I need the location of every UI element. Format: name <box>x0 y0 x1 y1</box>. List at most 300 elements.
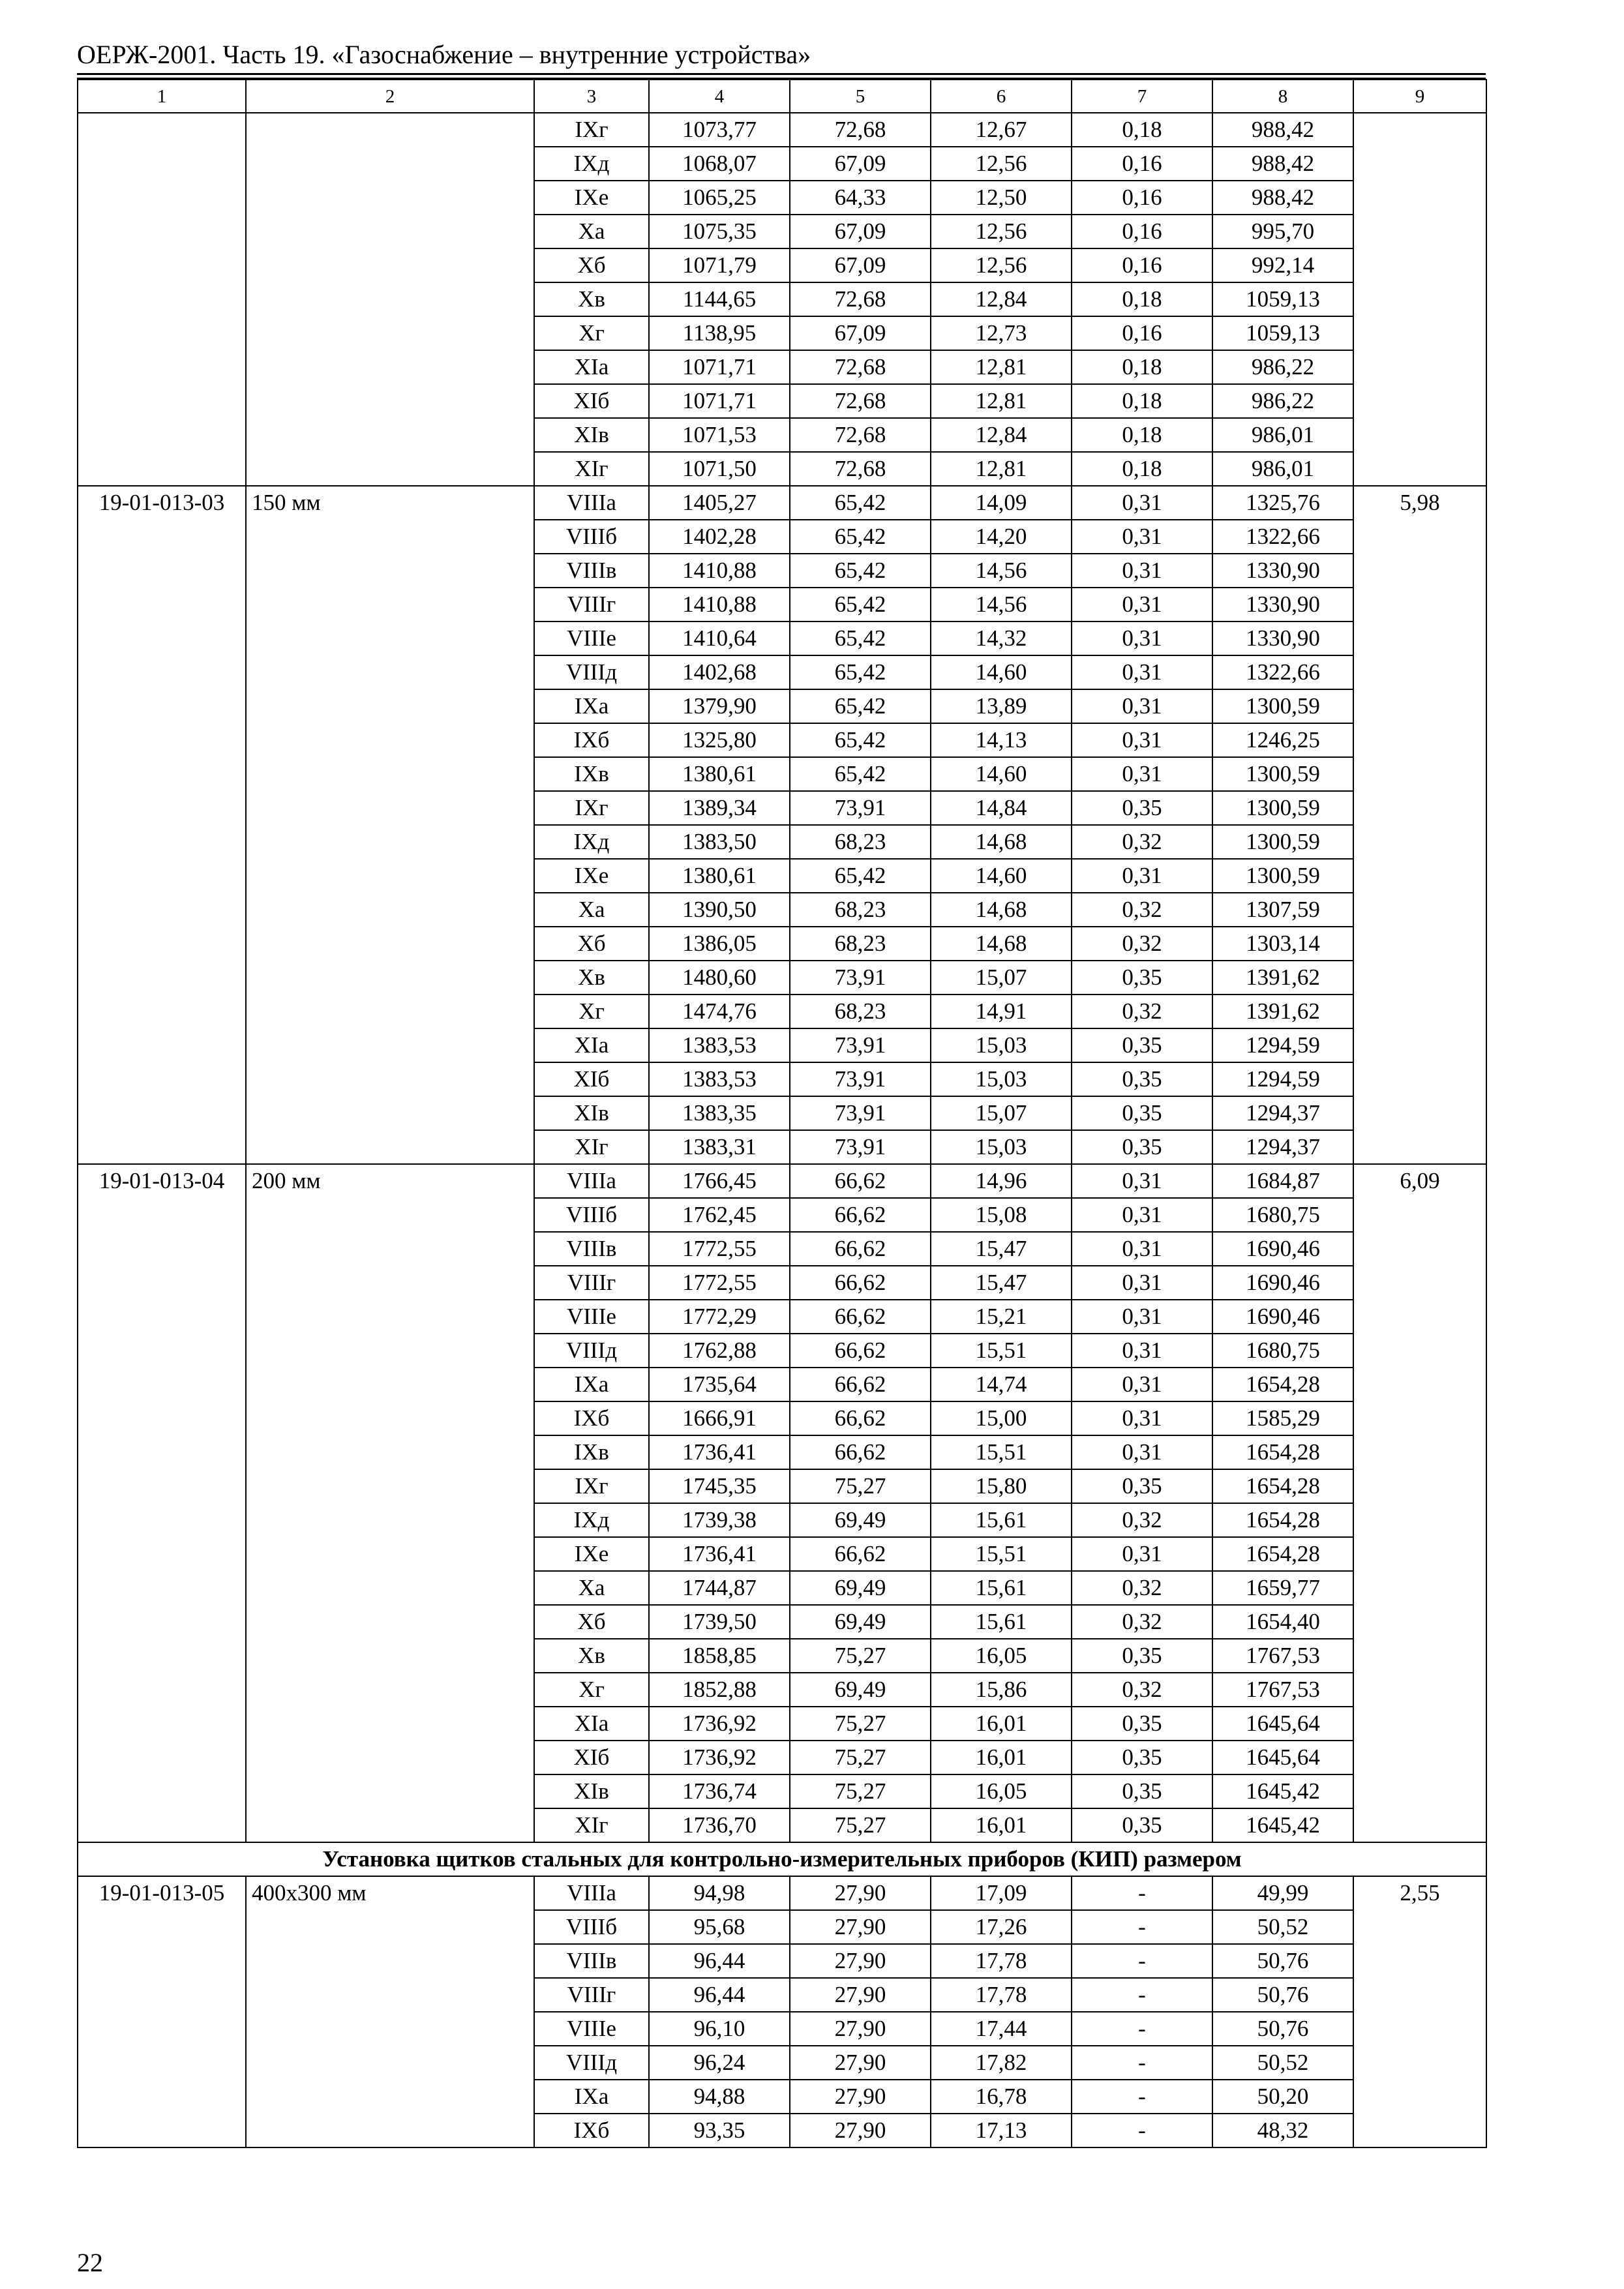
data-cell: 14,68 <box>931 893 1072 927</box>
data-cell: IXг <box>534 113 649 147</box>
data-cell: 65,42 <box>790 757 931 791</box>
data-cell: - <box>1072 2012 1212 2046</box>
data-cell: 65,42 <box>790 588 931 621</box>
data-cell: XIа <box>534 1028 649 1062</box>
data-cell: 73,91 <box>790 1096 931 1130</box>
data-cell: 1071,50 <box>649 452 790 486</box>
data-cell: 94,88 <box>649 2080 790 2114</box>
data-cell: 16,05 <box>931 1774 1072 1808</box>
data-cell: 1073,77 <box>649 113 790 147</box>
data-cell: XIа <box>534 1707 649 1741</box>
size-cell <box>246 113 534 486</box>
data-cell: IXа <box>534 2080 649 2114</box>
data-cell: 1322,66 <box>1212 520 1353 554</box>
data-cell: 1772,55 <box>649 1266 790 1300</box>
data-cell: 1246,25 <box>1212 723 1353 757</box>
data-cell: VIIIв <box>534 554 649 588</box>
data-cell: 67,09 <box>790 248 931 282</box>
table-row <box>78 486 1486 520</box>
data-cell: 14,60 <box>931 859 1072 893</box>
data-cell: - <box>1072 1944 1212 1978</box>
data-cell: 0,35 <box>1072 1707 1212 1741</box>
data-cell: 0,35 <box>1072 1130 1212 1164</box>
data-cell: 1300,59 <box>1212 859 1353 893</box>
data-cell: 1383,31 <box>649 1130 790 1164</box>
data-cell: 1294,37 <box>1212 1130 1353 1164</box>
column-number: 2 <box>246 80 534 113</box>
data-cell: 66,62 <box>790 1266 931 1300</box>
column-number: 4 <box>649 80 790 113</box>
data-cell: VIIIа <box>534 1164 649 1198</box>
data-cell: IXд <box>534 147 649 181</box>
data-cell: 69,49 <box>790 1503 931 1537</box>
data-cell: 1735,64 <box>649 1368 790 1401</box>
data-cell: 0,31 <box>1072 1164 1212 1198</box>
data-cell: IXг <box>534 1469 649 1503</box>
data-cell: 94,98 <box>649 1876 790 1910</box>
column-number: 7 <box>1072 80 1212 113</box>
data-cell: 12,56 <box>931 147 1072 181</box>
data-cell: IXб <box>534 1401 649 1435</box>
data-cell: 1645,64 <box>1212 1707 1353 1741</box>
data-cell: 66,62 <box>790 1334 931 1368</box>
data-cell: 0,31 <box>1072 1334 1212 1368</box>
value-cell: 2,55 <box>1353 1876 1486 2147</box>
size-cell: 400х300 мм <box>246 1876 534 2147</box>
data-cell: 66,62 <box>790 1164 931 1198</box>
data-cell: 93,35 <box>649 2114 790 2147</box>
data-cell: 66,62 <box>790 1435 931 1469</box>
data-cell: 17,44 <box>931 2012 1072 2046</box>
data-cell: 69,49 <box>790 1605 931 1639</box>
data-cell: 0,35 <box>1072 1639 1212 1673</box>
data-cell: 12,84 <box>931 282 1072 316</box>
data-cell: 17,26 <box>931 1910 1072 1944</box>
data-cell: 0,35 <box>1072 1469 1212 1503</box>
data-cell: 1386,05 <box>649 927 790 961</box>
data-cell: 0,32 <box>1072 1571 1212 1605</box>
data-cell: - <box>1072 1910 1212 1944</box>
data-cell: Xа <box>534 215 649 248</box>
data-cell: XIб <box>534 1062 649 1096</box>
data-cell: 15,61 <box>931 1503 1072 1537</box>
data-cell: VIIIг <box>534 588 649 621</box>
data-cell: 66,62 <box>790 1300 931 1334</box>
data-cell: 988,42 <box>1212 147 1353 181</box>
data-cell: 1585,29 <box>1212 1401 1353 1435</box>
data-cell: 988,42 <box>1212 181 1353 215</box>
data-cell: 69,49 <box>790 1673 931 1707</box>
data-cell: 0,31 <box>1072 1401 1212 1435</box>
data-cell: 1736,41 <box>649 1537 790 1571</box>
table-body <box>78 80 1486 2147</box>
data-cell: 15,21 <box>931 1300 1072 1334</box>
data-cell: 1402,28 <box>649 520 790 554</box>
data-cell: 15,47 <box>931 1232 1072 1266</box>
data-cell: 1330,90 <box>1212 588 1353 621</box>
data-cell: 75,27 <box>790 1741 931 1774</box>
data-cell: 988,42 <box>1212 113 1353 147</box>
data-cell: IXа <box>534 689 649 723</box>
size-cell: 200 мм <box>246 1164 534 1842</box>
data-cell: Xв <box>534 1639 649 1673</box>
data-cell: 67,09 <box>790 316 931 350</box>
data-cell: 65,42 <box>790 621 931 655</box>
data-cell: 1383,53 <box>649 1062 790 1096</box>
data-cell: 0,31 <box>1072 859 1212 893</box>
data-cell: VIIIе <box>534 621 649 655</box>
data-cell: 0,31 <box>1072 1300 1212 1334</box>
data-cell: 1654,28 <box>1212 1469 1353 1503</box>
data-cell: 65,42 <box>790 689 931 723</box>
data-cell: 1736,92 <box>649 1741 790 1774</box>
data-cell: 27,90 <box>790 2114 931 2147</box>
data-cell: 1654,28 <box>1212 1537 1353 1571</box>
data-cell: 50,76 <box>1212 1978 1353 2012</box>
data-cell: 50,76 <box>1212 1944 1353 1978</box>
code-cell <box>78 113 246 486</box>
data-cell: 14,84 <box>931 791 1072 825</box>
data-cell: VIIIв <box>534 1944 649 1978</box>
data-cell: Xа <box>534 1571 649 1605</box>
data-cell: 14,20 <box>931 520 1072 554</box>
data-cell: 72,68 <box>790 350 931 384</box>
data-cell: 1659,77 <box>1212 1571 1353 1605</box>
data-cell: 73,91 <box>790 1028 931 1062</box>
data-cell: 1739,50 <box>649 1605 790 1639</box>
data-cell: 96,44 <box>649 1944 790 1978</box>
data-cell: 1059,13 <box>1212 316 1353 350</box>
data-cell: 16,78 <box>931 2080 1072 2114</box>
data-cell: 14,68 <box>931 825 1072 859</box>
data-cell: - <box>1072 1876 1212 1910</box>
data-cell: 27,90 <box>790 2046 931 2080</box>
data-cell: 0,35 <box>1072 1096 1212 1130</box>
column-number: 3 <box>534 80 649 113</box>
data-cell: IXв <box>534 1435 649 1469</box>
data-cell: Xг <box>534 995 649 1028</box>
data-cell: 1071,53 <box>649 418 790 452</box>
data-cell: 14,74 <box>931 1368 1072 1401</box>
data-cell: VIIIа <box>534 486 649 520</box>
data-cell: 16,05 <box>931 1639 1072 1673</box>
data-cell: 1380,61 <box>649 859 790 893</box>
data-cell: VIIIе <box>534 1300 649 1334</box>
data-cell: 1745,35 <box>649 1469 790 1503</box>
data-cell: 1300,59 <box>1212 757 1353 791</box>
data-cell: 1303,14 <box>1212 927 1353 961</box>
data-cell: 0,32 <box>1072 1605 1212 1639</box>
data-cell: 17,78 <box>931 1978 1072 2012</box>
data-cell: 17,13 <box>931 2114 1072 2147</box>
data-cell: XIб <box>534 1741 649 1774</box>
data-cell: VIIIб <box>534 520 649 554</box>
code-cell: 19-01-013-05 <box>78 1876 246 2147</box>
data-cell: 12,50 <box>931 181 1072 215</box>
data-cell: 1389,34 <box>649 791 790 825</box>
data-cell: 0,31 <box>1072 655 1212 689</box>
data-cell: 1383,53 <box>649 1028 790 1062</box>
data-cell: 27,90 <box>790 2012 931 2046</box>
data-cell: 1766,45 <box>649 1164 790 1198</box>
data-cell: 68,23 <box>790 893 931 927</box>
data-cell: 0,31 <box>1072 1435 1212 1469</box>
data-cell: 73,91 <box>790 1130 931 1164</box>
data-cell: 1379,90 <box>649 689 790 723</box>
data-cell: 66,62 <box>790 1232 931 1266</box>
data-cell: 14,96 <box>931 1164 1072 1198</box>
data-cell: 1736,70 <box>649 1808 790 1842</box>
data-cell: 75,27 <box>790 1469 931 1503</box>
table-row <box>78 113 1486 147</box>
data-cell: 50,76 <box>1212 2012 1353 2046</box>
code-cell: 19-01-013-03 <box>78 486 246 1164</box>
data-cell: 0,31 <box>1072 1368 1212 1401</box>
data-cell: 1690,46 <box>1212 1232 1353 1266</box>
data-cell: 0,35 <box>1072 1028 1212 1062</box>
data-cell: 12,56 <box>931 248 1072 282</box>
data-cell: IXа <box>534 1368 649 1401</box>
data-cell: VIIIе <box>534 2012 649 2046</box>
data-cell: XIг <box>534 452 649 486</box>
data-cell: 27,90 <box>790 1910 931 1944</box>
data-cell: 0,18 <box>1072 282 1212 316</box>
data-cell: 1480,60 <box>649 961 790 995</box>
data-cell: 986,22 <box>1212 384 1353 418</box>
data-cell: 15,51 <box>931 1537 1072 1571</box>
data-cell: 1772,55 <box>649 1232 790 1266</box>
section-heading: Установка щитков стальных для контрольно-измерительных приборов (КИП) размером <box>78 1842 1486 1876</box>
data-cell: 16,01 <box>931 1707 1072 1741</box>
data-cell: 1858,85 <box>649 1639 790 1673</box>
data-cell: 0,31 <box>1072 588 1212 621</box>
data-cell: Xв <box>534 282 649 316</box>
column-number-row <box>78 80 1486 113</box>
data-cell: 0,32 <box>1072 927 1212 961</box>
data-cell: 1391,62 <box>1212 961 1353 995</box>
data-cell: 65,42 <box>790 655 931 689</box>
data-cell: 72,68 <box>790 113 931 147</box>
data-cell: 0,35 <box>1072 1741 1212 1774</box>
data-cell: 66,62 <box>790 1401 931 1435</box>
table-row <box>78 1164 1486 1198</box>
data-cell: 0,35 <box>1072 791 1212 825</box>
data-cell: XIг <box>534 1808 649 1842</box>
data-cell: 1059,13 <box>1212 282 1353 316</box>
data-cell: 1654,28 <box>1212 1368 1353 1401</box>
data-cell: 1330,90 <box>1212 554 1353 588</box>
data-cell: 1410,88 <box>649 554 790 588</box>
data-cell: 17,82 <box>931 2046 1072 2080</box>
data-cell: 1138,95 <box>649 316 790 350</box>
data-cell: 0,31 <box>1072 1266 1212 1300</box>
data-cell: 13,89 <box>931 689 1072 723</box>
data-cell: 72,68 <box>790 384 931 418</box>
data-cell: 50,20 <box>1212 2080 1353 2114</box>
data-cell: 1325,76 <box>1212 486 1353 520</box>
data-cell: IXе <box>534 1537 649 1571</box>
data-cell: 15,86 <box>931 1673 1072 1707</box>
data-cell: 0,16 <box>1072 147 1212 181</box>
data-cell: IXе <box>534 859 649 893</box>
data-cell: 73,91 <box>790 1062 931 1096</box>
data-cell: 1383,35 <box>649 1096 790 1130</box>
data-cell: 1391,62 <box>1212 995 1353 1028</box>
data-cell: IXд <box>534 825 649 859</box>
data-cell: 66,62 <box>790 1198 931 1232</box>
data-cell: Xб <box>534 927 649 961</box>
data-cell: 68,23 <box>790 825 931 859</box>
data-cell: Xб <box>534 1605 649 1639</box>
data-cell: 12,56 <box>931 215 1072 248</box>
data-cell: 0,32 <box>1072 1673 1212 1707</box>
data-cell: 17,09 <box>931 1876 1072 1910</box>
data-cell: 1684,87 <box>1212 1164 1353 1198</box>
data-cell: 14,09 <box>931 486 1072 520</box>
data-cell: 1300,59 <box>1212 791 1353 825</box>
data-cell: 0,31 <box>1072 520 1212 554</box>
data-cell: 992,14 <box>1212 248 1353 282</box>
data-cell: 15,61 <box>931 1605 1072 1639</box>
data-cell: 15,51 <box>931 1435 1072 1469</box>
data-cell: 986,01 <box>1212 452 1353 486</box>
data-cell: 49,99 <box>1212 1876 1353 1910</box>
data-cell: 1762,45 <box>649 1198 790 1232</box>
data-cell: VIIIа <box>534 1876 649 1910</box>
data-cell: 1307,59 <box>1212 893 1353 927</box>
data-cell: 1383,50 <box>649 825 790 859</box>
data-cell: 15,03 <box>931 1028 1072 1062</box>
data-cell: 0,32 <box>1072 893 1212 927</box>
data-cell: 0,31 <box>1072 1198 1212 1232</box>
data-cell: 1645,64 <box>1212 1741 1353 1774</box>
data-cell: 15,08 <box>931 1198 1072 1232</box>
data-cell: VIIIд <box>534 2046 649 2080</box>
data-cell: 15,00 <box>931 1401 1072 1435</box>
data-cell: 1322,66 <box>1212 655 1353 689</box>
data-cell: 1380,61 <box>649 757 790 791</box>
data-cell: 75,27 <box>790 1639 931 1673</box>
data-cell: VIIIг <box>534 1266 649 1300</box>
data-cell: XIб <box>534 384 649 418</box>
data-cell: 72,68 <box>790 418 931 452</box>
data-cell: - <box>1072 2080 1212 2114</box>
data-cell: 15,61 <box>931 1571 1072 1605</box>
data-cell: 14,60 <box>931 655 1072 689</box>
data-cell: 1690,46 <box>1212 1266 1353 1300</box>
data-cell: 27,90 <box>790 2080 931 2114</box>
data-cell: 1325,80 <box>649 723 790 757</box>
data-cell: Xб <box>534 248 649 282</box>
data-cell: XIв <box>534 1096 649 1130</box>
data-cell: 50,52 <box>1212 2046 1353 2080</box>
data-cell: 1666,91 <box>649 1401 790 1435</box>
data-cell: 14,56 <box>931 588 1072 621</box>
data-cell: 50,52 <box>1212 1910 1353 1944</box>
data-cell: 67,09 <box>790 215 931 248</box>
data-cell: 1390,50 <box>649 893 790 927</box>
data-cell: 72,68 <box>790 452 931 486</box>
data-cell: 15,47 <box>931 1266 1072 1300</box>
data-cell: 0,31 <box>1072 689 1212 723</box>
value-cell: 5,98 <box>1353 486 1486 1164</box>
data-cell: 1330,90 <box>1212 621 1353 655</box>
header-rule <box>77 73 1486 75</box>
data-cell: - <box>1072 2114 1212 2147</box>
data-cell: 1144,65 <box>649 282 790 316</box>
data-cell: 96,10 <box>649 2012 790 2046</box>
data-cell: IXв <box>534 757 649 791</box>
data-cell: 73,91 <box>790 791 931 825</box>
data-cell: 27,90 <box>790 1876 931 1910</box>
data-cell: Xа <box>534 893 649 927</box>
data-cell: 64,33 <box>790 181 931 215</box>
data-cell: VIIIд <box>534 1334 649 1368</box>
data-cell: 48,32 <box>1212 2114 1353 2147</box>
data-cell: 12,81 <box>931 452 1072 486</box>
data-cell: VIIIд <box>534 655 649 689</box>
data-cell: 15,03 <box>931 1130 1072 1164</box>
data-cell: 14,13 <box>931 723 1072 757</box>
data-cell: 75,27 <box>790 1707 931 1741</box>
data-cell: 14,91 <box>931 995 1072 1028</box>
data-cell: 14,32 <box>931 621 1072 655</box>
data-cell: 0,18 <box>1072 384 1212 418</box>
data-cell: 68,23 <box>790 995 931 1028</box>
data-cell: 0,35 <box>1072 1774 1212 1808</box>
data-cell: 65,42 <box>790 859 931 893</box>
data-cell: 65,42 <box>790 554 931 588</box>
data-cell: 1654,28 <box>1212 1503 1353 1537</box>
data-cell: 12,73 <box>931 316 1072 350</box>
value-cell: 6,09 <box>1353 1164 1486 1842</box>
data-cell: 15,07 <box>931 1096 1072 1130</box>
data-cell: 1645,42 <box>1212 1774 1353 1808</box>
data-cell: - <box>1072 2046 1212 2080</box>
data-cell: 96,44 <box>649 1978 790 2012</box>
data-cell: 1736,74 <box>649 1774 790 1808</box>
data-cell: 1075,35 <box>649 215 790 248</box>
data-cell: 14,60 <box>931 757 1072 791</box>
size-cell: 150 мм <box>246 486 534 1164</box>
data-cell: 1772,29 <box>649 1300 790 1334</box>
data-cell: 1300,59 <box>1212 825 1353 859</box>
data-cell: 1294,59 <box>1212 1062 1353 1096</box>
data-cell: 1852,88 <box>649 1673 790 1707</box>
data-cell: 0,16 <box>1072 181 1212 215</box>
code-cell: 19-01-013-04 <box>78 1164 246 1842</box>
data-cell: 1410,64 <box>649 621 790 655</box>
data-cell: 0,31 <box>1072 486 1212 520</box>
data-cell: VIIIв <box>534 1232 649 1266</box>
data-cell: 0,16 <box>1072 215 1212 248</box>
data-cell: 1294,59 <box>1212 1028 1353 1062</box>
data-cell: 0,18 <box>1072 350 1212 384</box>
data-cell: 1736,92 <box>649 1707 790 1741</box>
data-cell: 0,18 <box>1072 418 1212 452</box>
column-number: 9 <box>1353 80 1486 113</box>
column-number: 6 <box>931 80 1072 113</box>
data-cell: 0,31 <box>1072 1537 1212 1571</box>
data-cell: 1071,71 <box>649 350 790 384</box>
data-cell: 15,03 <box>931 1062 1072 1096</box>
data-cell: 67,09 <box>790 147 931 181</box>
data-cell: 16,01 <box>931 1741 1072 1774</box>
data-cell: XIа <box>534 350 649 384</box>
data-cell: IXд <box>534 1503 649 1537</box>
data-cell: 15,80 <box>931 1469 1072 1503</box>
data-cell: 66,62 <box>790 1368 931 1401</box>
